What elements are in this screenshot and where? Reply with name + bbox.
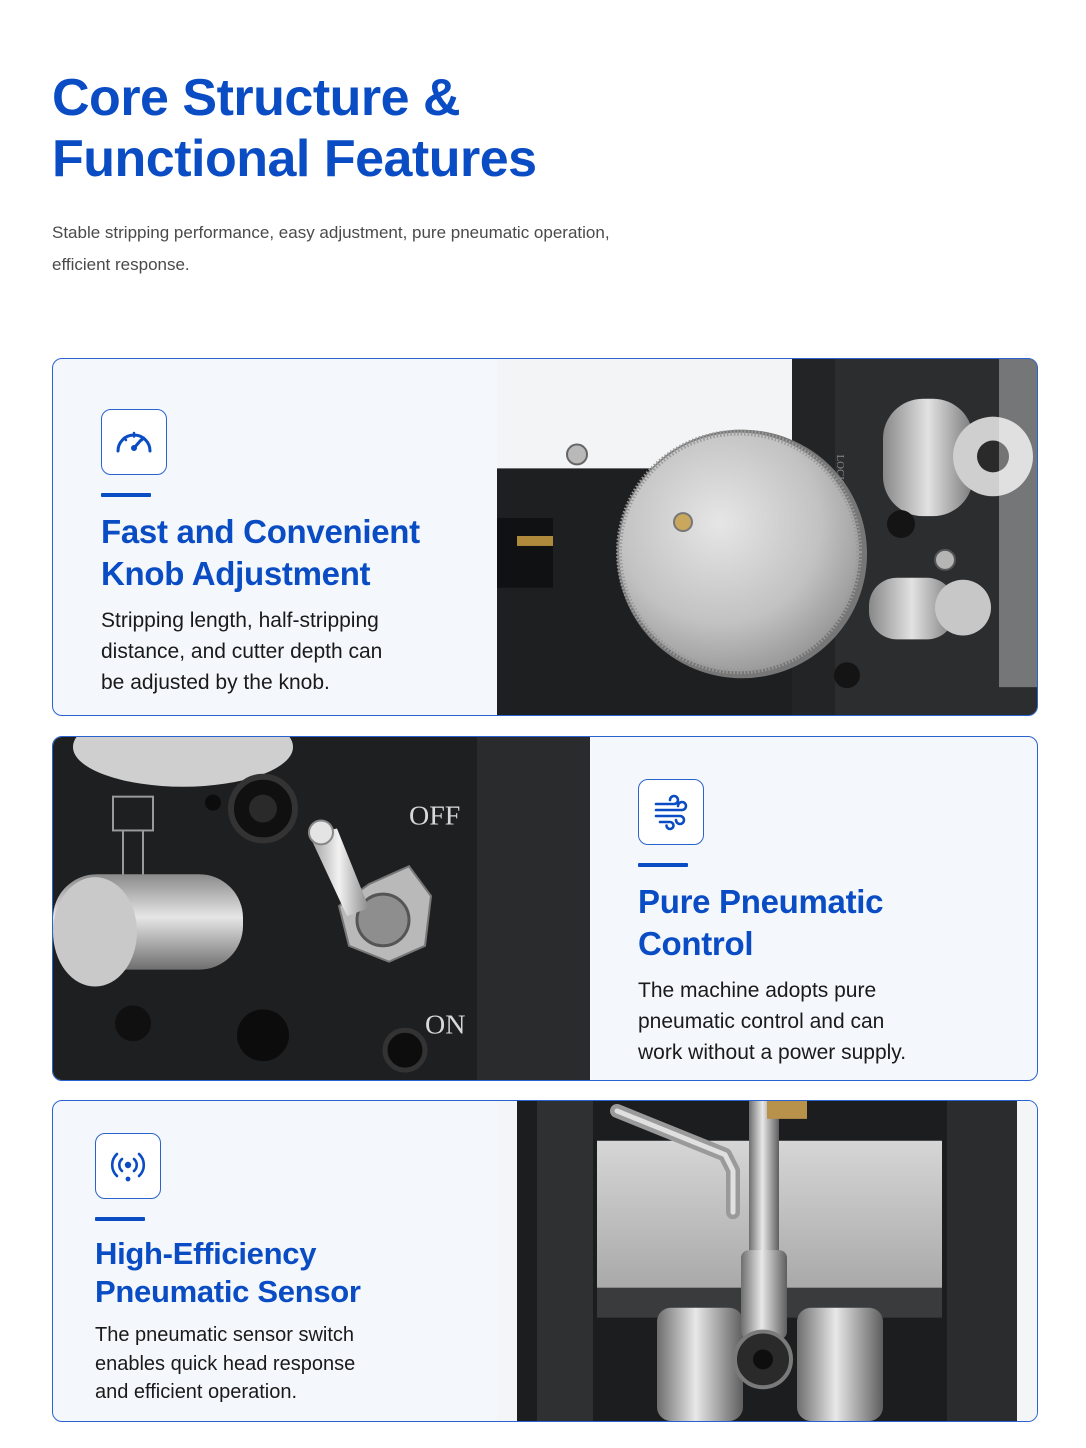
feature-desc-line-2: enables quick head response [95,1352,356,1375]
feature-desc-line-2: distance, and cutter depth can [101,640,383,663]
feature-text [95,1133,475,1407]
off-label: OFF [409,800,461,832]
feature-description [101,605,481,698]
feature-icon-box [638,779,704,845]
sensor-icon [107,1145,149,1187]
wind-icon [650,791,692,833]
accent-line [101,493,151,497]
feature-title-line-2: Knob Adjustment [101,555,371,592]
feature-text [101,409,481,698]
feature-icon-box [101,409,167,475]
page-subtitle-line-1: Stable stripping performance, easy adjustment, pure pneumatic operation, [52,223,610,242]
feature-title [101,511,481,595]
page-title-line-1: Core Structure & [52,69,461,127]
page-title-line-2: Functional Features [52,130,537,188]
page-subtitle-line-2: efficient response. [52,255,190,274]
feature-desc-line-1: The machine adopts pure [638,979,877,1002]
feature-desc-line-3: be adjusted by the knob. [101,671,330,694]
feature-text [638,779,1018,1068]
feature-title-line-1: Fast and Convenient [101,513,420,550]
feature-description [95,1321,475,1407]
knob-product-photo [497,359,1038,715]
gauge-icon [113,421,155,463]
feature-desc-line-1: Stripping length, half-stripping [101,609,379,632]
toggle-switch-photo [53,737,590,1080]
feature-title [638,881,1018,965]
feature-title-line-2: Control [638,925,754,962]
feature-title-line-2: Pneumatic Sensor [95,1274,361,1309]
lock-label: LOCK [833,454,847,485]
feature-desc-line-3: and efficient operation. [95,1381,298,1403]
page-title [52,68,752,190]
on-label: ON [425,1009,466,1041]
feature-title [95,1235,475,1311]
feature-card-knob-adjustment [52,358,1038,716]
feature-desc-line-1: The pneumatic sensor switch [95,1324,355,1346]
accent-line [638,863,688,867]
feature-icon-box [95,1133,161,1199]
accent-line [95,1217,145,1221]
feature-description [638,975,1018,1068]
feature-card-pneumatic-control [52,736,1038,1081]
sensor-product-photo [497,1101,1038,1421]
feature-title-line-1: Pure Pneumatic [638,883,884,920]
feature-card-pneumatic-sensor [52,1100,1038,1422]
feature-title-line-1: High-Efficiency [95,1236,317,1271]
feature-desc-line-2: pneumatic control and can [638,1010,885,1033]
feature-desc-line-3: work without a power supply. [638,1041,907,1064]
page-subtitle [52,217,692,281]
